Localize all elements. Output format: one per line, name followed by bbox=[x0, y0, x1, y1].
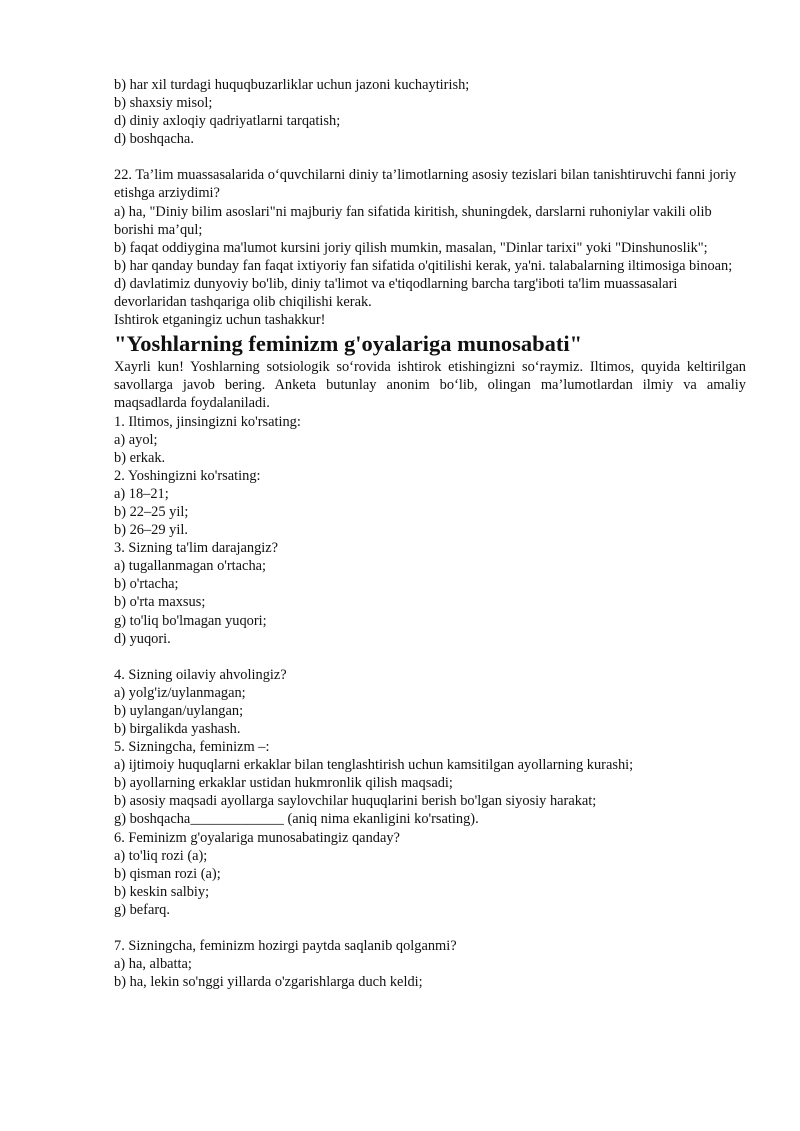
option: b) har qanday bunday fan faqat ixtiyoriy fan sifatida o'qitilishi kerak, ya'ni. talabalarning iltimosiga binoan; bbox=[114, 257, 733, 274]
question-1 bbox=[114, 413, 746, 467]
option: a) ijtimoiy huquqlarni erkaklar bilan tenglashtirish uchun kamsitilgan ayollarning kurashi; bbox=[114, 757, 634, 774]
survey-intro: Xayrli kun! Yoshlarning sotsiologik so‘rovida ishtirok etishingizni so‘raymiz. Iltimos, quyida keltirilgan savollarga javob bering. Anketa butunlay anonim bo‘lib, olingan ma’lumotlardan ilmiy va amaliy maqsadlarda foydalaniladi. bbox=[114, 359, 746, 412]
option: g) to'liq bo'lmagan yuqori; bbox=[114, 612, 267, 629]
option: a) to'liq rozi (a); bbox=[114, 847, 208, 864]
question-text: 6. Feminizm g'oyalariga munosabatingiz qanday? bbox=[114, 829, 400, 846]
question-text: 5. Sizningcha, feminizm –: bbox=[114, 739, 270, 756]
option: b) ha, lekin so'nggi yillarda o'zgarishlarga duch keldi; bbox=[114, 974, 423, 991]
thanks-text: Ishtirok etganingiz uchun tashakkur! bbox=[114, 312, 326, 329]
question-22 bbox=[114, 166, 746, 311]
question-5 bbox=[114, 738, 746, 828]
option: b) birgalikda yashash. bbox=[114, 721, 241, 737]
option: b) erkak. bbox=[114, 449, 166, 466]
document-page bbox=[114, 76, 746, 991]
question-4 bbox=[114, 666, 746, 738]
option: b) 22–25 yil; bbox=[114, 503, 189, 520]
option: b) shaxsiy misol; bbox=[114, 95, 213, 112]
spacer bbox=[114, 919, 746, 937]
option: a) yolg'iz/uylanmagan; bbox=[114, 684, 246, 701]
question-text: 4. Sizning oilaviy ahvolingiz? bbox=[114, 666, 287, 683]
question-text: 2. Yoshingizni ko'rsating: bbox=[114, 467, 261, 484]
option: b) o'rtacha; bbox=[114, 576, 179, 593]
question-7 bbox=[114, 937, 746, 991]
spacer bbox=[114, 148, 746, 166]
option: b) asosiy maqsadi ayollarga saylovchilar huquqlarini berish bo'lgan siyosiy harakat; bbox=[114, 793, 597, 810]
question-3 bbox=[114, 539, 746, 648]
option: b) keskin salbiy; bbox=[114, 883, 210, 900]
option: g) boshqacha_____________ (aniq nima ekanligini ko'rsating). bbox=[114, 811, 479, 828]
question-2 bbox=[114, 467, 746, 539]
option: b) uylangan/uylangan; bbox=[114, 702, 244, 719]
option: a) ayol; bbox=[114, 431, 158, 448]
option: a) 18–21; bbox=[114, 485, 169, 502]
option: b) 26–29 yil. bbox=[114, 522, 188, 539]
option: d) diniy axloqiy qadriyatlarni tarqatish; bbox=[114, 113, 341, 130]
question-text: 3. Sizning ta'lim darajangiz? bbox=[114, 540, 279, 557]
option: b) qisman rozi (a); bbox=[114, 865, 221, 882]
survey-title: "Yoshlarning feminizm g'oyalariga munosabati" bbox=[114, 331, 583, 357]
option: b) o'rta maxsus; bbox=[114, 594, 206, 611]
question-text: 7. Sizningcha, feminizm hozirgi paytda saqlanib qolganmi? bbox=[114, 938, 457, 955]
option: d) boshqacha. bbox=[114, 131, 194, 148]
question-6 bbox=[114, 829, 746, 919]
option: b) har xil turdagi huquqbuzarliklar uchun jazoni kuchaytirish; bbox=[114, 77, 470, 93]
spacer bbox=[114, 648, 746, 666]
option: g) befarq. bbox=[114, 901, 170, 918]
option: d) davlatimiz dunyoviy bo'lib, diniy ta'limot va e'tiqodlarning barcha targ'iboti ta'lim muassasalari devorlaridan tashqariga olib chiqilishi kerak. bbox=[114, 275, 678, 311]
option: b) faqat oddiygina ma'lumot kursini joriy qilish mumkin, masalan, "Dinlar tarixi" yoki "Dinshunoslik"; bbox=[114, 239, 708, 256]
option: a) ha, "Diniy bilim asoslari"ni majburiy fan sifatida kiritish, shuningdek, darslarni ruhoniylar vakili olib borishi ma’qul; bbox=[114, 203, 712, 238]
question-text: 22. Ta’lim muassasalarida o‘quvchilarni diniy ta’limotlarning asosiy tezislari bilan tanishtiruvchi fanni joriy etishga arziydimi? bbox=[114, 167, 737, 202]
option: d) yuqori. bbox=[114, 630, 171, 647]
option: a) tugallanmagan o'rtacha; bbox=[114, 558, 267, 575]
question-text: 1. Iltimos, jinsingizni ko'rsating: bbox=[114, 413, 301, 430]
option: b) ayollarning erkaklar ustidan hukmronlik qilish maqsadi; bbox=[114, 775, 453, 792]
previous-question-options bbox=[114, 76, 746, 148]
option: a) ha, albatta; bbox=[114, 956, 192, 973]
